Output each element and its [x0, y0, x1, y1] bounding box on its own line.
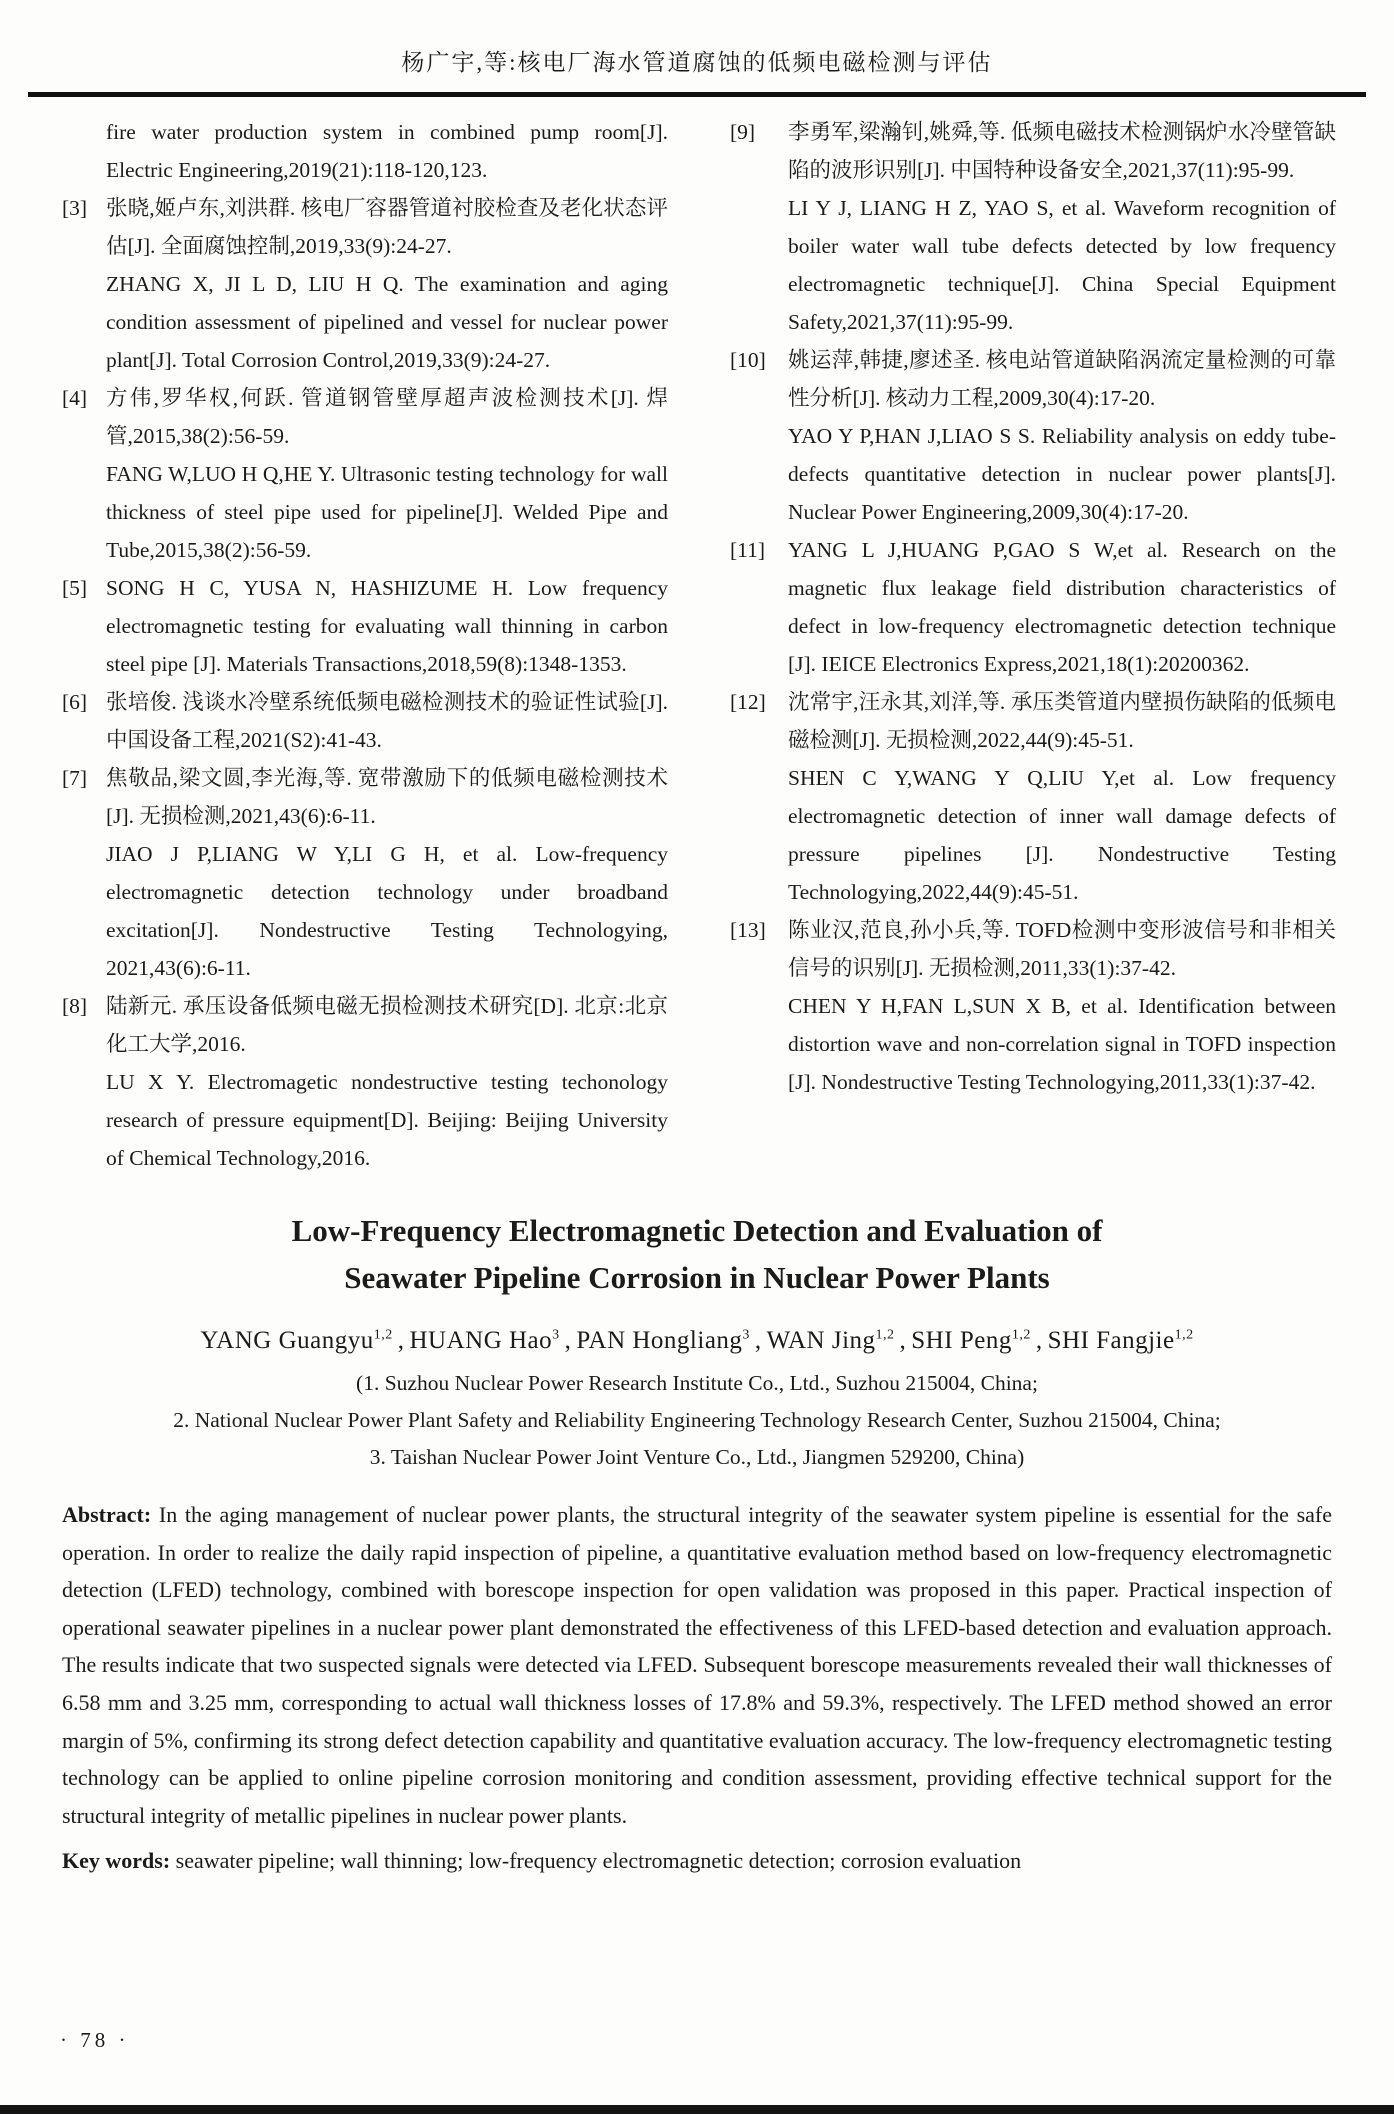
reference-text: 张培俊. 浅谈水冷壁系统低频电磁检测技术的验证性试验[J]. 中国设备工程,2021(S2):41-43.	[106, 690, 668, 752]
abstract-label: Abstract:	[62, 1502, 152, 1527]
page-number: · 78 ·	[60, 2028, 130, 2052]
reference-number: [8]	[62, 994, 88, 1018]
reference-text: 沈常宇,汪永其,刘洋,等. 承压类管道内壁损伤缺陷的低频电磁检测[J]. 无损检测,2022,44(9):45-51.	[788, 690, 1336, 752]
reference-text: 焦敬品,梁文圆,李光海,等. 宽带激励下的低频电磁检测技术[J]. 无损检测,2021,43(6):6-11.	[106, 766, 668, 828]
reference-item	[730, 911, 1336, 1101]
reference-text: YAO Y P,HAN J,LIAO S S. Reliability analysis on eddy tube-defects quantitative detection in nuclear power plants[J]. Nuclear Power Engineering,2009,30(4):17-20.	[788, 424, 1336, 524]
affiliation-line: 2. National Nuclear Power Plant Safety and Reliability Engineering Technology Research Center, Suzhou 215004, China;	[173, 1408, 1221, 1432]
reference-text: 陆新元. 承压设备低频电磁无损检测技术研究[D]. 北京:北京化工大学,2016.	[106, 994, 668, 1056]
keywords-paragraph	[62, 1842, 1332, 1880]
author-name: HUANG Hao	[409, 1327, 553, 1354]
reference-text: FANG W,LUO H Q,HE Y. Ultrasonic testing technology for wall thickness of steel pipe used for pipeline[J]. Welded Pipe and Tube,2015,38(2):56-59.	[106, 462, 668, 562]
reference-item	[62, 113, 668, 189]
reference-number: [9]	[730, 120, 756, 144]
reference-text: 陈业汉,范良,孙小兵,等. TOFD检测中变形波信号和非相关信号的识别[J]. 无损检测,2011,33(1):37-42.	[788, 918, 1336, 980]
reference-text: ZHANG X, JI L D, LIU H Q. The examination and aging condition assessment of pipelined and vessel for nuclear power plant[J]. Total Corrosion Control,2019,33(9):24-27.	[106, 272, 668, 372]
author-affiliation-superscript: 3	[742, 1327, 750, 1343]
reference-text: LI Y J, LIANG H Z, YAO S, et al. Waveform recognition of boiler water wall tube defects detected by low frequency electromagnetic technique[J]. China Special Equipment Safety,2021,37(11):95-99.	[788, 196, 1336, 334]
reference-number: [7]	[62, 766, 88, 790]
reference-item	[62, 379, 668, 569]
author-affiliation-superscript: 3	[552, 1327, 560, 1343]
affiliation-line: (1. Suzhou Nuclear Power Research Institute Co., Ltd., Suzhou 215004, China;	[356, 1371, 1038, 1395]
author-affiliation-superscript: 1,2	[875, 1327, 895, 1343]
reference-item	[730, 113, 1336, 341]
keywords-text: seawater pipeline; wall thinning; low-frequency electromagnetic detection; corrosion evaluation	[175, 1848, 1022, 1874]
abstract-paragraph	[62, 1496, 1332, 1834]
author-name: PAN Hongliang	[576, 1327, 743, 1354]
reference-text: LU X Y. Electromagetic nondestructive testing techonology research of pressure equipment[D]. Beijing: Beijing University of Chemical Technology,2016.	[106, 1070, 668, 1170]
reference-number: [6]	[62, 690, 88, 714]
reference-text: CHEN Y H,FAN L,SUN X B, et al. Identification between distortion wave and non-correlation signal in TOFD inspection [J]. Nondestructive Testing Technologying,2011,33(1):37-42.	[788, 994, 1336, 1094]
author-separator: ,	[1035, 1327, 1043, 1354]
reference-item	[62, 683, 668, 759]
author-separator: ,	[899, 1327, 907, 1354]
reference-item	[62, 189, 668, 379]
author-separator: ,	[564, 1327, 572, 1354]
reference-number: [4]	[62, 386, 88, 410]
reference-number: [3]	[62, 196, 88, 220]
keywords-label: Key words:	[62, 1848, 171, 1874]
reference-text: 张晓,姬卢东,刘洪群. 核电厂容器管道衬胶检查及老化状态评估[J]. 全面腐蚀控制,2019,33(9):24-27.	[106, 196, 668, 258]
references-column-left	[62, 113, 668, 1177]
reference-number: [5]	[62, 576, 88, 600]
reference-text: fire water production system in combined pump room[J]. Electric Engineering,2019(21):118-120,123.	[106, 120, 668, 182]
author-separator: ,	[397, 1327, 405, 1354]
reference-item	[62, 987, 668, 1177]
reference-item	[730, 683, 1336, 911]
reference-number: [10]	[730, 348, 766, 372]
author-separator: ,	[754, 1327, 762, 1354]
reference-text: SHEN C Y,WANG Y Q,LIU Y,et al. Low frequency electromagnetic detection of inner wall damage defects of pressure pipelines [J]. Nondestructive Testing Technologying,2022,44(9):45-51.	[788, 766, 1336, 904]
abstract-text: In the aging management of nuclear power plants, the structural integrity of the seawater system pipeline is essential for the safe operation. In order to realize the daily rapid inspection of pipeline, a quantitative evaluation method based on low-frequency electromagnetic detection (LFED) technology, combined with borescope inspection for open validation was proposed in this paper. Practical inspection of operational seawater pipelines in a nuclear power plant demonstrated the effectiveness of this LFED-based detection and evaluation approach. The results indicate that two suspected signals were detected via LFED. Subsequent borescope measurements revealed their wall thicknesses of 6.58 mm and 3.25 mm, corresponding to actual wall thickness losses of 17.8% and 59.3%, respectively. The LFED method showed an error margin of 5%, confirming its strong defect detection capability and quantitative evaluation accuracy. The low-frequency electromagnetic testing technology can be applied to online pipeline corrosion monitoring and condition assessment, providing effective technical support for the structural integrity of metallic pipelines in nuclear power plants.	[62, 1502, 1333, 1828]
reference-text: YANG L J,HUANG P,GAO S W,et al. Research on the magnetic flux leakage field distribution characteristics of defect in low-frequency electromagnetic detection technique [J]. IEICE Electronics Express,2021,18(1):20200362.	[788, 538, 1336, 676]
reference-number: [12]	[730, 690, 766, 714]
reference-number: [11]	[730, 538, 766, 562]
references-column-right	[730, 113, 1336, 1177]
article-title-line-2: Seawater Pipeline Corrosion in Nuclear Power Plants	[344, 1260, 1050, 1295]
references-section	[0, 97, 1394, 1177]
author-list	[0, 1327, 1394, 1355]
reference-number: [13]	[730, 918, 766, 942]
affiliations	[0, 1365, 1394, 1476]
running-header: 杨广宇,等:核电厂海水管道腐蚀的低频电磁检测与评估	[401, 50, 993, 75]
affiliation-line: 3. Taishan Nuclear Power Joint Venture Co., Ltd., Jiangmen 529200, China)	[369, 1445, 1025, 1469]
reference-item	[730, 341, 1336, 531]
author-name: SHI Fangjie	[1047, 1327, 1175, 1354]
reference-text: 李勇军,梁瀚钊,姚舜,等. 低频电磁技术检测锅炉水冷壁管缺陷的波形识别[J]. 中国特种设备安全,2021,37(11):95-99.	[788, 120, 1336, 182]
reference-item	[62, 759, 668, 987]
reference-text: 方伟,罗华权,何跃. 管道钢管壁厚超声波检测技术[J]. 焊管,2015,38(2):56-59.	[106, 386, 668, 448]
author-name: YANG Guangyu	[200, 1327, 374, 1354]
author-name: WAN Jing	[766, 1327, 876, 1354]
reference-text: JIAO J P,LIANG W Y,LI G H, et al. Low-frequency electromagnetic detection technology under broadband excitation[J]. Nondestructive Testing Technologying, 2021,43(6):6-11.	[106, 842, 668, 980]
author-affiliation-superscript: 1,2	[373, 1327, 393, 1343]
author-affiliation-superscript: 1,2	[1174, 1327, 1194, 1343]
reference-item	[730, 531, 1336, 683]
author-affiliation-superscript: 1,2	[1011, 1327, 1031, 1343]
reference-text: 姚运萍,韩捷,廖述圣. 核电站管道缺陷涡流定量检测的可靠性分析[J]. 核动力工程,2009,30(4):17-20.	[788, 348, 1336, 410]
article-title	[40, 1207, 1354, 1301]
bottom-scan-bar	[0, 2105, 1394, 2114]
author-name: SHI Peng	[911, 1327, 1012, 1354]
reference-text: SONG H C, YUSA N, HASHIZUME H. Low frequency electromagnetic testing for evaluating wall thinning in carbon steel pipe [J]. Materials Transactions,2018,59(8):1348-1353.	[106, 576, 668, 676]
reference-item	[62, 569, 668, 683]
article-title-line-1: Low-Frequency Electromagnetic Detection and Evaluation of	[291, 1213, 1103, 1248]
